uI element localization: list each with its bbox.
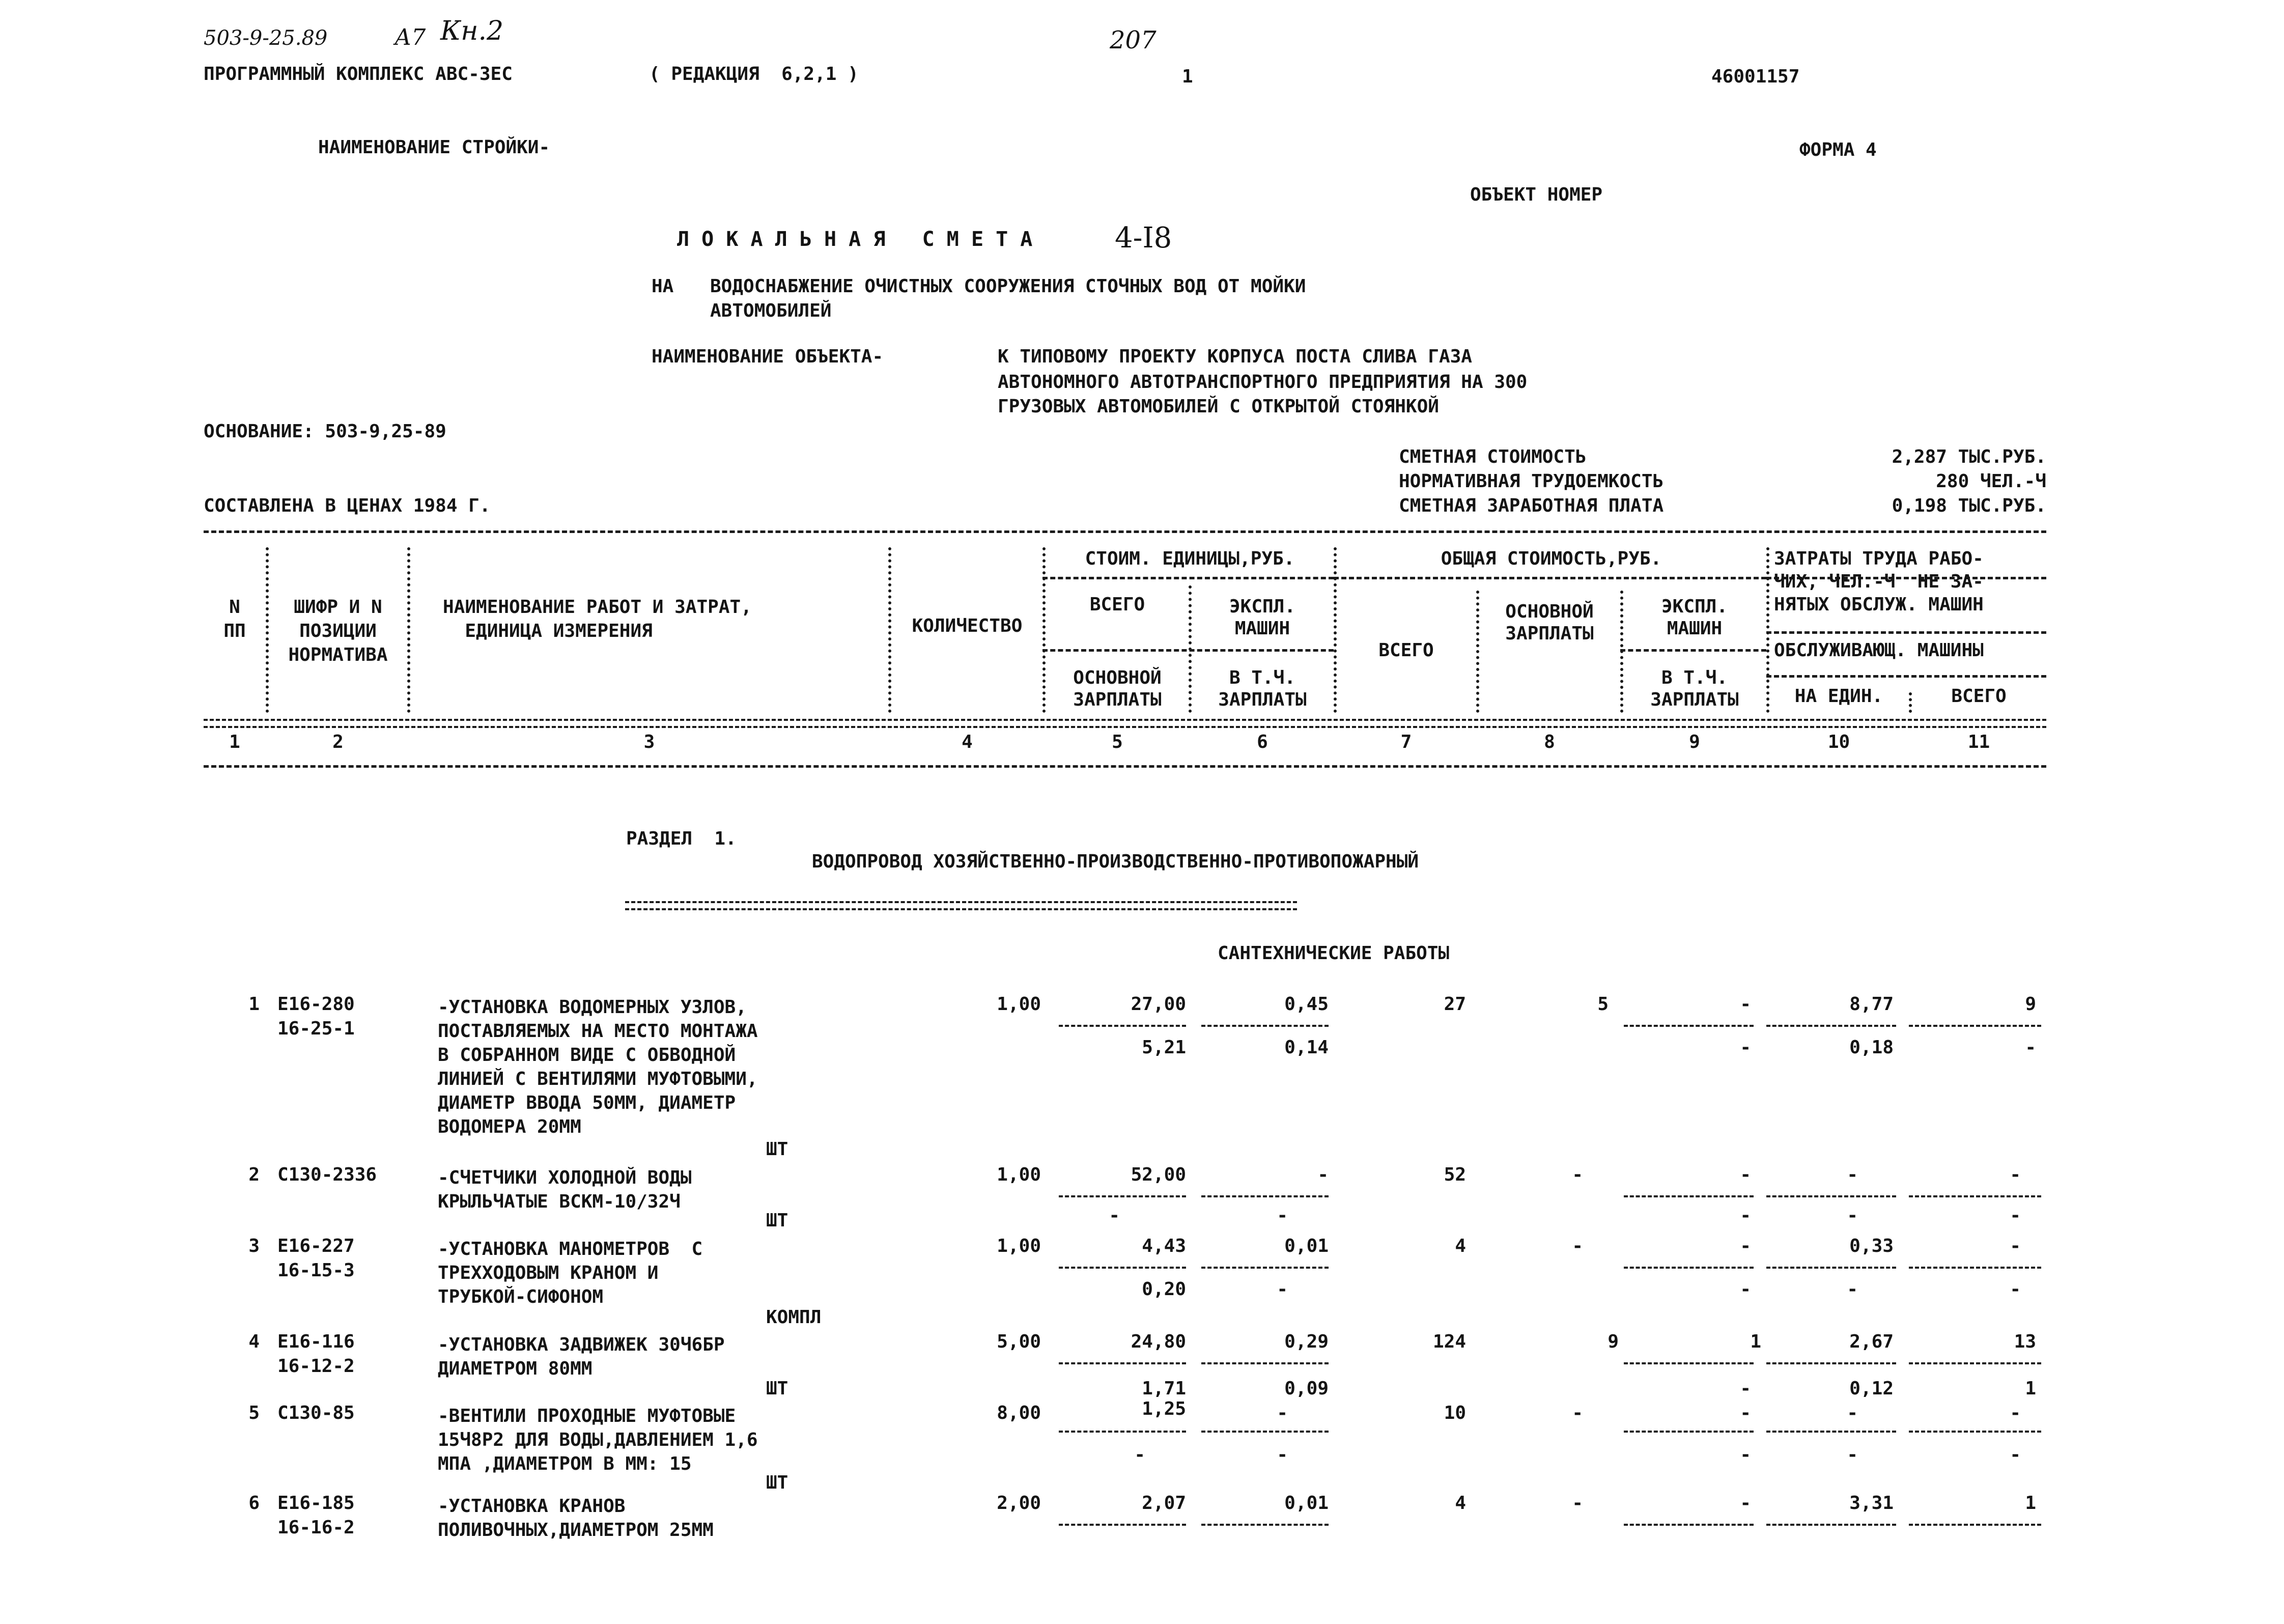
row-unit-cost-all: 52,00: [1131, 1164, 1186, 1185]
row-quantity: 1,00: [997, 1164, 1041, 1185]
col-divider: [1042, 547, 1046, 713]
row-unit-salary: 0,20: [1142, 1279, 1186, 1300]
row-total-machines: -: [1740, 1403, 1751, 1423]
row-service-unit: -: [1847, 1205, 1858, 1226]
row-unit-incl-salary: 0,09: [1284, 1378, 1329, 1399]
table-top-rule: [204, 530, 2046, 533]
row-rule: [1766, 1267, 1896, 1269]
section-title: ВОДОПРОВОД ХОЗЯЙСТВЕННО-ПРОИЗВОДСТВЕННО-ПРОТИВОПОЖАРНЫЙ: [812, 851, 1419, 872]
header-subrule: [1766, 631, 2046, 634]
header-subrule: [1766, 675, 2046, 678]
row-description: -УСТАНОВКА КРАНОВ ПОЛИВОЧНЫХ,ДИАМЕТРОМ 25ММ: [438, 1496, 714, 1541]
header-unit-cost: СТОИМ. ЕДИНИЦЫ,РУБ.: [1085, 548, 1295, 569]
row-total-all: 27: [1444, 994, 1466, 1015]
row-total-machines: -: [1740, 1164, 1751, 1185]
row-labor-total: 9: [2025, 994, 2036, 1015]
header-total-salary: ОСНОВНОЙ ЗАРПЛАТЫ: [1505, 601, 1594, 645]
row-total-all: 4: [1455, 1493, 1466, 1514]
row-rule: [1624, 1431, 1754, 1433]
row-number: 3: [248, 1236, 260, 1256]
row-rule: [1059, 1431, 1186, 1433]
header-labor-service: ОБСЛУЖИВАЮЩ. МАШИНЫ: [1774, 640, 1984, 661]
header-subrule: [1042, 649, 1334, 652]
row-unit-cost-all: 1,25: [1142, 1398, 1186, 1419]
row-rule: [1059, 1025, 1186, 1027]
row-labor-unit: -: [1847, 1164, 1858, 1185]
row-rule: [1201, 1025, 1329, 1027]
row-service-unit: -: [1847, 1444, 1858, 1465]
row-labor-total: -: [2010, 1403, 2021, 1423]
row-number: 5: [248, 1403, 260, 1423]
col-divider: [407, 547, 410, 713]
column-number: 8: [1544, 732, 1555, 752]
column-number: 6: [1257, 732, 1268, 752]
row-code: Е16-116: [277, 1331, 355, 1352]
row-rule: [1624, 1267, 1754, 1269]
row-total-salary: -: [1572, 1403, 1583, 1423]
form-label: ФОРМА 4: [1799, 139, 1877, 160]
row-code-ref: 16-25-1: [277, 1018, 355, 1039]
row-unit-salary: 5,21: [1142, 1037, 1186, 1058]
row-unit-cost-machines: 0,29: [1284, 1331, 1329, 1352]
row-rule: [1766, 1025, 1896, 1027]
row-rule: [1909, 1524, 2041, 1526]
row-unit-cost-machines: 0,45: [1284, 994, 1329, 1015]
section-label: РАЗДЕЛ 1.: [626, 828, 737, 849]
header-subrule: [1620, 649, 1766, 652]
row-service-unit: -: [1847, 1279, 1858, 1300]
row-total-machines: 1: [1750, 1331, 1761, 1352]
handwritten-sheet: А7: [394, 24, 426, 50]
row-total-salary: 9: [1608, 1331, 1619, 1352]
row-unit-salary: 1,71: [1142, 1378, 1186, 1399]
row-labor-unit: 2,67: [1849, 1331, 1894, 1352]
row-unit-incl-salary: -: [1277, 1205, 1288, 1226]
row-unit-incl-salary: 0,14: [1284, 1037, 1329, 1058]
row-rule: [1909, 1431, 2041, 1433]
row-total-incl-salary: -: [1740, 1037, 1751, 1058]
document-id: 46001157: [1711, 66, 1800, 87]
row-code: Е16-185: [277, 1493, 355, 1514]
row-number: 6: [248, 1493, 260, 1514]
row-description: -СЧЕТЧИКИ ХОЛОДНОЙ ВОДЫ КРЫЛЬЧАТЫЕ ВСКМ-10/32Ч: [438, 1167, 692, 1212]
summary-label-cost: СМЕТНАЯ СТОИМОСТЬ: [1399, 446, 1587, 467]
object-line-2: АВТОНОМНОГО АВТОТРАНСПОРТНОГО ПРЕДПРИЯТИЯ НА 300: [998, 372, 1528, 393]
row-unit-cost-all: 24,80: [1131, 1331, 1186, 1352]
row-unit-incl-salary: -: [1277, 1279, 1288, 1300]
row-quantity: 1,00: [997, 1236, 1041, 1256]
header-total-cost: ОБЩАЯ СТОИМОСТЬ,РУБ.: [1441, 548, 1662, 569]
basis: ОСНОВАНИЕ: 503-9,25-89: [204, 421, 446, 442]
row-labor-unit: 3,31: [1849, 1493, 1894, 1514]
row-total-machines: -: [1740, 1493, 1751, 1514]
header-unit-all: ВСЕГО: [1089, 594, 1145, 615]
row-unit-salary: -: [1134, 1444, 1145, 1465]
program-edition: ( РЕДАКЦИЯ 6,2,1 ): [649, 64, 859, 85]
column-number: 5: [1112, 732, 1123, 752]
construction-label: НАИМЕНОВАНИЕ СТРОЙКИ-: [318, 137, 550, 158]
row-rule: [1201, 1431, 1329, 1433]
row-unit-cost-machines: 0,01: [1284, 1493, 1329, 1514]
row-unit-cost-all: 4,43: [1142, 1236, 1186, 1256]
column-number: 3: [643, 732, 655, 752]
row-number: 1: [248, 994, 260, 1015]
object-number-label: ОБЪЕКТ НОМЕР: [1470, 184, 1603, 205]
row-quantity: 8,00: [997, 1403, 1041, 1423]
row-description: -УСТАНОВКА ЗАДВИЖЕК 30Ч6БР ДИАМЕТРОМ 80ММ: [438, 1334, 725, 1379]
header-bottom-rule: [204, 719, 2046, 728]
row-code-ref: 16-12-2: [277, 1356, 355, 1377]
row-unit-salary: -: [1109, 1205, 1120, 1226]
row-rule: [1909, 1362, 2041, 1364]
row-description: -УСТАНОВКА ВОДОМЕРНЫХ УЗЛОВ, ПОСТАВЛЯЕМЫХ НА МЕСТО МОНТАЖА В СОБРАННОМ ВИДЕ С ОБВОДНОЙ ЛИНИЕЙ С ВЕНТИЛЯМИ МУФТОВЫМИ, ДИАМЕТР ВВОДА 50ММ, ДИАМЕТР ВОДОМЕРА 20ММ: [438, 997, 758, 1137]
row-rule: [1059, 1267, 1186, 1269]
row-labor-unit: -: [1847, 1403, 1858, 1423]
row-unit: ШТ: [766, 1472, 788, 1493]
row-description: -ВЕНТИЛИ ПРОХОДНЫЕ МУФТОВЫЕ 15Ч8Р2 ДЛЯ ВОДЫ,ДАВЛЕНИЕМ 1,6 МПА ,ДИАМЕТРОМ В ММ: 15: [438, 1406, 758, 1474]
header-col-3: НАИМЕНОВАНИЕ РАБОТ И ЗАТРАТ, ЕДИНИЦА ИЗМЕРЕНИЯ: [443, 597, 752, 641]
row-rule: [1201, 1524, 1329, 1526]
row-total-all: 124: [1432, 1331, 1466, 1352]
row-rule: [1909, 1267, 2041, 1269]
row-rule: [1624, 1195, 1754, 1197]
row-total-incl-salary: -: [1740, 1205, 1751, 1226]
header-col-4: КОЛИЧЕСТВО: [912, 615, 1023, 636]
object-line-3: ГРУЗОВЫХ АВТОМОБИЛЕЙ С ОТКРЫТОЙ СТОЯНКОЙ: [998, 396, 1439, 417]
summary-label-labor: НОРМАТИВНАЯ ТРУДОЕМКОСТЬ: [1399, 471, 1664, 492]
row-unit-cost-all: 27,00: [1131, 994, 1186, 1015]
row-service-total: -: [2025, 1037, 2036, 1058]
row-total-machines: -: [1740, 994, 1751, 1015]
row-labor-unit: 8,77: [1849, 994, 1894, 1015]
row-total-incl-salary: -: [1740, 1279, 1751, 1300]
row-unit-cost-machines: -: [1317, 1164, 1329, 1185]
header-labor: ЗАТРАТЫ ТРУДА РАБО- ЧИХ, ЧЕЛ.-Ч НЕ ЗА- НЯТЫХ ОБСЛУЖ. МАШИН: [1774, 548, 1984, 615]
row-labor-total: -: [2010, 1236, 2021, 1256]
header-unit-machines: ЭКСПЛ. МАШИН: [1229, 596, 1296, 639]
price-level: СОСТАВЛЕНА В ЦЕНАХ 1984 Г.: [204, 495, 491, 516]
row-total-incl-salary: -: [1740, 1378, 1751, 1399]
handwritten-book: Кн.2: [440, 16, 504, 46]
header-total-incl-salary: В Т.Ч. ЗАРПЛАТЫ: [1650, 667, 1739, 711]
header-labor-per-unit: НА ЕДИН.: [1794, 686, 1883, 707]
row-code-ref: 16-16-2: [277, 1517, 355, 1538]
row-rule: [1909, 1195, 2041, 1197]
row-labor-total: -: [2010, 1164, 2021, 1185]
header-col-2: ШИФР И N ПОЗИЦИИ НОРМАТИВА: [288, 597, 388, 665]
section-underline: [625, 901, 1297, 910]
row-code: С130-2336: [277, 1164, 377, 1185]
row-rule: [1059, 1362, 1186, 1364]
section-subtitle: САНТЕХНИЧЕСКИЕ РАБОТЫ: [1218, 943, 1450, 964]
row-rule: [1201, 1362, 1329, 1364]
row-labor-total: 1: [2025, 1493, 2036, 1514]
summary-label-salary: СМЕТНАЯ ЗАРАБОТНАЯ ПЛАТА: [1399, 495, 1664, 516]
row-total-machines: -: [1740, 1236, 1751, 1256]
column-number: 2: [332, 732, 344, 752]
column-number: 9: [1689, 732, 1700, 752]
row-total-salary: -: [1572, 1236, 1583, 1256]
header-total-machines: ЭКСПЛ. МАШИН: [1661, 596, 1728, 639]
row-rule: [1201, 1267, 1329, 1269]
header-subrule: [1042, 577, 1334, 579]
row-total-salary: 5: [1597, 994, 1609, 1015]
row-unit-incl-salary: -: [1277, 1444, 1288, 1465]
row-total-salary: -: [1572, 1493, 1583, 1514]
row-rule: [1766, 1362, 1896, 1364]
row-rule: [1201, 1195, 1329, 1197]
row-unit-cost-all: 2,07: [1142, 1493, 1186, 1514]
row-unit-cost-machines: 0,01: [1284, 1236, 1329, 1256]
subject-line-1: ВОДОСНАБЖЕНИЕ ОЧИСТНЫХ СООРУЖЕНИЯ СТОЧНЫХ ВОД ОТ МОЙКИ: [710, 276, 1306, 297]
row-number: 2: [248, 1164, 260, 1185]
page-number: 1: [1182, 66, 1193, 87]
program-name: ПРОГРАММНЫЙ КОМПЛЕКС АВС-3ЕС: [204, 64, 513, 85]
row-description: -УСТАНОВКА МАНОМЕТРОВ С ТРЕХХОДОВЫМ КРАНОМ И ТРУБКОЙ-СИФОНОМ: [438, 1239, 703, 1307]
row-unit: ШТ: [766, 1378, 788, 1399]
subject-prefix: НА: [652, 276, 674, 297]
row-service-total: 1: [2025, 1378, 2036, 1399]
row-rule: [1059, 1524, 1186, 1526]
row-service-total: -: [2010, 1444, 2021, 1465]
row-rule: [1059, 1195, 1186, 1197]
row-rule: [1624, 1362, 1754, 1364]
row-service-unit: 0,12: [1849, 1378, 1894, 1399]
summary-value-labor: 280 ЧЕЛ.-Ч: [1936, 471, 2046, 492]
row-total-all: 52: [1444, 1164, 1466, 1185]
row-service-total: -: [2010, 1279, 2021, 1300]
col-divider: [1334, 547, 1337, 713]
handwritten-page-number: 207: [1110, 26, 1157, 54]
column-number: 11: [1967, 732, 1990, 752]
header-labor-total: ВСЕГО: [1951, 686, 2007, 707]
row-unit: ШТ: [766, 1210, 788, 1231]
row-quantity: 2,00: [997, 1493, 1041, 1514]
row-total-all: 10: [1444, 1403, 1466, 1423]
row-labor-total: 13: [2014, 1331, 2036, 1352]
summary-value-cost: 2,287 ТЫС.РУБ.: [1892, 446, 2046, 467]
row-service-unit: 0,18: [1849, 1037, 1894, 1058]
column-number: 7: [1400, 732, 1412, 752]
row-rule: [1624, 1025, 1754, 1027]
row-labor-unit: 0,33: [1849, 1236, 1894, 1256]
column-numbers-rule: [204, 765, 2046, 768]
handwritten-doc-code: 503-9-25.89: [204, 26, 328, 50]
header-subrule: [1334, 577, 1766, 579]
row-rule: [1909, 1025, 2041, 1027]
row-code: Е16-280: [277, 994, 355, 1015]
row-quantity: 1,00: [997, 994, 1041, 1015]
row-rule: [1766, 1524, 1896, 1526]
estimate-number: 4-I8: [1115, 221, 1172, 255]
column-number: 1: [229, 732, 240, 752]
row-rule: [1766, 1431, 1896, 1433]
row-code-ref: 16-15-3: [277, 1260, 355, 1281]
row-number: 4: [248, 1331, 260, 1352]
row-unit: ШТ: [766, 1139, 788, 1160]
document-title: Л О К А Л Ь Н А Я С М Е Т А: [677, 228, 1033, 251]
header-total-all: ВСЕГО: [1378, 640, 1434, 661]
row-total-salary: -: [1572, 1164, 1583, 1185]
row-unit: КОМПЛ: [766, 1307, 822, 1328]
row-unit-cost-machines: -: [1277, 1403, 1288, 1423]
column-number: 10: [1827, 732, 1850, 752]
object-line-1: К ТИПОВОМУ ПРОЕКТУ КОРПУСА ПОСТА СЛИВА ГАЗА: [998, 346, 1472, 367]
row-total-all: 4: [1455, 1236, 1466, 1256]
row-service-total: -: [2010, 1205, 2021, 1226]
header-unit-incl-salary: В Т.Ч. ЗАРПЛАТЫ: [1218, 667, 1307, 711]
column-number: 4: [962, 732, 973, 752]
header-unit-salary: ОСНОВНОЙ ЗАРПЛАТЫ: [1073, 667, 1162, 711]
summary-value-salary: 0,198 ТЫС.РУБ.: [1892, 495, 2046, 516]
row-code: Е16-227: [277, 1236, 355, 1256]
row-rule: [1766, 1195, 1896, 1197]
header-col-1: N ПП: [223, 597, 246, 641]
subject-line-2: АВТОМОБИЛЕЙ: [710, 300, 832, 321]
row-code: С130-85: [277, 1403, 355, 1423]
row-quantity: 5,00: [997, 1331, 1041, 1352]
row-total-incl-salary: -: [1740, 1444, 1751, 1465]
object-name-label: НАИМЕНОВАНИЕ ОБЪЕКТА-: [652, 346, 884, 367]
row-rule: [1624, 1524, 1754, 1526]
col-divider: [888, 547, 891, 713]
